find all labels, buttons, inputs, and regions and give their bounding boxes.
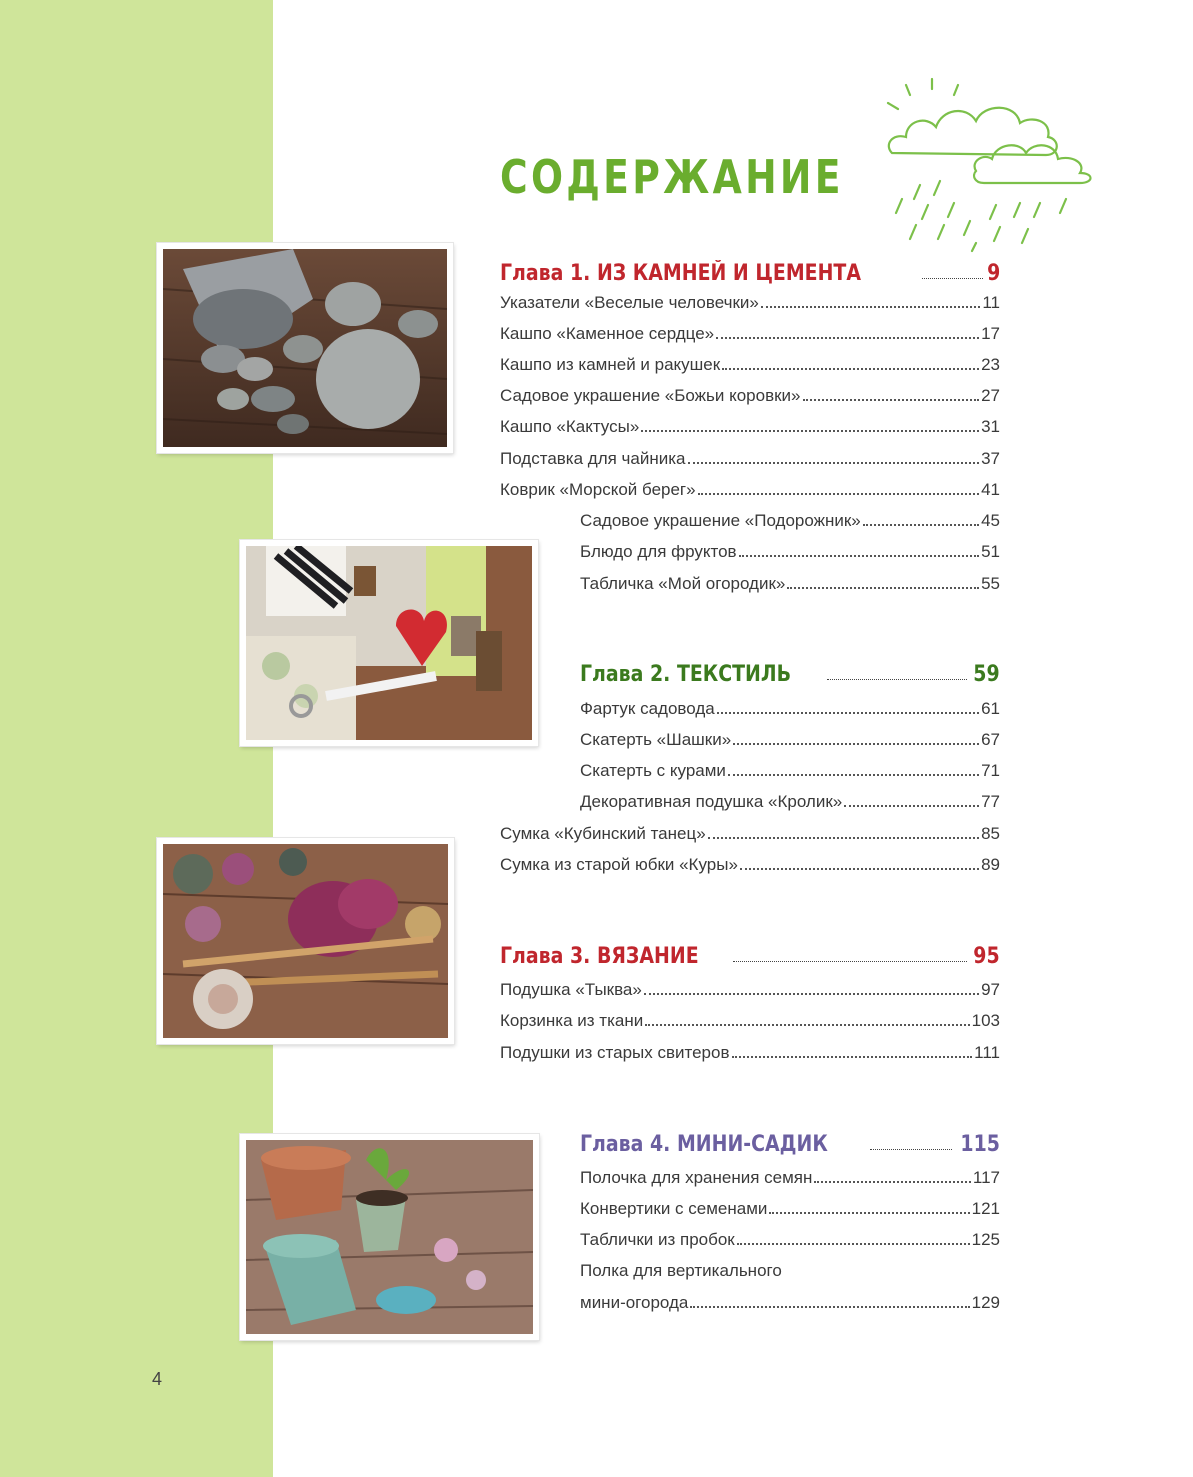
- entry-page: 97: [981, 980, 1000, 999]
- dot-leader: [733, 961, 967, 962]
- entry-page: 37: [981, 449, 1000, 468]
- toc-entry[interactable]: [580, 750, 1000, 781]
- entry-page: 125: [971, 1230, 1000, 1249]
- chapter-page: 95: [973, 944, 1000, 969]
- rain-clouds-icon: [880, 75, 1120, 255]
- dot-leader: [708, 837, 979, 839]
- entry-page: 129: [971, 1293, 1000, 1312]
- toc-entry[interactable]: [500, 438, 1000, 469]
- entry-page: 23: [981, 355, 1000, 374]
- entry-page: 45: [981, 511, 1000, 530]
- toc-entry[interactable]: [580, 1219, 1000, 1250]
- toc-entry[interactable]: [500, 375, 1000, 406]
- entry-title: Скатерть «Шашки»: [580, 730, 732, 749]
- toc-entry[interactable]: [500, 1000, 1000, 1031]
- toc-chapter-4[interactable]: [580, 1121, 1000, 1157]
- entry-title: Кашпо из камней и ракушек: [500, 355, 721, 374]
- entry-title: мини-огорода: [580, 1293, 689, 1312]
- dot-leader: [717, 712, 979, 714]
- entry-title: Фартук садовода: [580, 699, 715, 718]
- toc-entry[interactable]: [500, 406, 1000, 437]
- toc-entry[interactable]: [580, 688, 1000, 719]
- toc-entry[interactable]: [500, 469, 1000, 500]
- toc-chapter-3[interactable]: [500, 933, 1000, 969]
- entry-page: 27: [981, 386, 1000, 405]
- dot-leader: [814, 1181, 970, 1183]
- toc-entry[interactable]: [580, 719, 1000, 750]
- entry-title: Корзинка из ткани: [500, 1011, 644, 1030]
- entry-title: Садовое украшение «Божьи коровки»: [500, 386, 801, 405]
- chapter-page: 9: [986, 261, 1000, 286]
- entry-page: 31: [981, 417, 1000, 436]
- entry-title: Подставка для чайника: [500, 449, 686, 468]
- entry-title: Скатерть с курами: [580, 761, 726, 780]
- entry-title: Полочка для хранения семян: [580, 1168, 813, 1187]
- textile-sewing-photo: [240, 540, 538, 746]
- dot-leader: [740, 868, 979, 870]
- dot-leader: [698, 493, 979, 495]
- toc-chapter-2[interactable]: [580, 651, 1000, 687]
- dot-leader: [922, 278, 983, 279]
- dot-leader: [641, 430, 979, 432]
- entry-page: 117: [972, 1168, 1000, 1187]
- entry-page: 71: [981, 761, 1000, 780]
- toc-entry[interactable]: [500, 313, 1000, 344]
- toc-entry[interactable]: [500, 844, 1000, 875]
- dot-leader: [827, 679, 967, 680]
- toc-chapter-1[interactable]: [500, 250, 1000, 286]
- entry-title: Кашпо «Каменное сердце»: [500, 324, 715, 343]
- dot-leader: [870, 1149, 952, 1150]
- entry-title: Подушки из старых свитеров: [500, 1043, 730, 1062]
- toc-entry[interactable]: [580, 500, 1000, 531]
- entry-page: 41: [981, 480, 1000, 499]
- dot-leader: [787, 587, 979, 589]
- entry-title: Садовое украшение «Подорожник»: [580, 511, 861, 530]
- dot-leader: [688, 462, 980, 464]
- entry-title: Табличка «Мой огородик»: [580, 574, 786, 593]
- entry-page: 17: [981, 324, 1000, 343]
- chapter-title: Глава 4. МИНИ-САДИК: [580, 1132, 828, 1157]
- yarn-and-needles-photo: [157, 838, 454, 1044]
- entry-title: Блюдо для фруктов: [580, 542, 737, 561]
- entry-page: 121: [971, 1199, 1000, 1218]
- dot-leader: [728, 774, 979, 776]
- dot-leader: [739, 555, 979, 557]
- dot-leader: [761, 306, 980, 308]
- toc-entry[interactable]: [500, 813, 1000, 844]
- entry-title: Указатели «Веселые человечки»: [500, 293, 759, 312]
- toc-entry[interactable]: [580, 1282, 1000, 1313]
- entry-page: 11: [982, 293, 1000, 312]
- toc-entry[interactable]: [500, 344, 1000, 375]
- chapter-title: Глава 3. ВЯЗАНИЕ: [500, 944, 699, 969]
- entry-page: 51: [981, 542, 1000, 561]
- toc-entry[interactable]: [500, 282, 1000, 313]
- entry-page: 77: [981, 792, 1000, 811]
- toc-entry[interactable]: [500, 1032, 1000, 1063]
- entry-page: 103: [971, 1011, 1000, 1030]
- chapter-title: Глава 2. ТЕКСТИЛЬ: [580, 662, 792, 687]
- chapter-page: 115: [960, 1132, 1000, 1157]
- toc-entry[interactable]: [500, 969, 1000, 1000]
- entry-title: Конвертики с семенами: [580, 1199, 768, 1218]
- chapter-page: 59: [973, 662, 1000, 687]
- page-number: 4: [152, 1369, 163, 1389]
- toc-entry[interactable]: [580, 531, 1000, 562]
- dot-leader: [863, 524, 979, 526]
- entry-title: Декоративная подушка «Кролик»: [580, 792, 843, 811]
- entry-page: 111: [974, 1043, 1000, 1062]
- dot-leader: [722, 368, 979, 370]
- entry-title: Коврик «Морской берег»: [500, 480, 696, 499]
- dot-leader: [733, 743, 979, 745]
- flower-pots-photo: [240, 1134, 539, 1340]
- dot-leader: [737, 1243, 970, 1245]
- toc-entry[interactable]: [580, 781, 1000, 812]
- entry-page: 85: [981, 824, 1000, 843]
- toc-entry[interactable]: [580, 563, 1000, 594]
- stones-in-bucket-photo: [157, 243, 453, 453]
- dot-leader: [803, 399, 980, 401]
- chapter-title: Глава 1. ИЗ КАМНЕЙ И ЦЕМЕНТА: [500, 261, 861, 286]
- entry-page: 67: [981, 730, 1000, 749]
- dot-leader: [769, 1212, 969, 1214]
- side-color-band: [0, 0, 273, 1477]
- entry-title: Подушка «Тыква»: [500, 980, 642, 999]
- entry-title: Кашпо «Кактусы»: [500, 417, 640, 436]
- toc-entry[interactable]: [580, 1188, 1000, 1219]
- dot-leader: [716, 337, 979, 339]
- entry-page: 55: [981, 574, 1000, 593]
- entry-title: Сумка «Кубинский танец»: [500, 824, 706, 843]
- dot-leader: [644, 993, 979, 995]
- dot-leader: [844, 805, 979, 807]
- page-title: СОДЕРЖАНИЕ: [500, 150, 844, 204]
- entry-title: Таблички из пробок: [580, 1230, 735, 1249]
- entry-title: Полка для вертикального: [580, 1261, 782, 1280]
- dot-leader: [732, 1056, 973, 1058]
- toc-entry[interactable]: [580, 1157, 1000, 1188]
- dot-leader: [690, 1306, 969, 1308]
- dot-leader: [645, 1024, 969, 1026]
- entry-title: Сумка из старой юбки «Куры»: [500, 855, 738, 874]
- entry-page: 61: [981, 699, 1000, 718]
- entry-page: 89: [981, 855, 1000, 874]
- toc-entry-line-1[interactable]: [580, 1250, 1000, 1281]
